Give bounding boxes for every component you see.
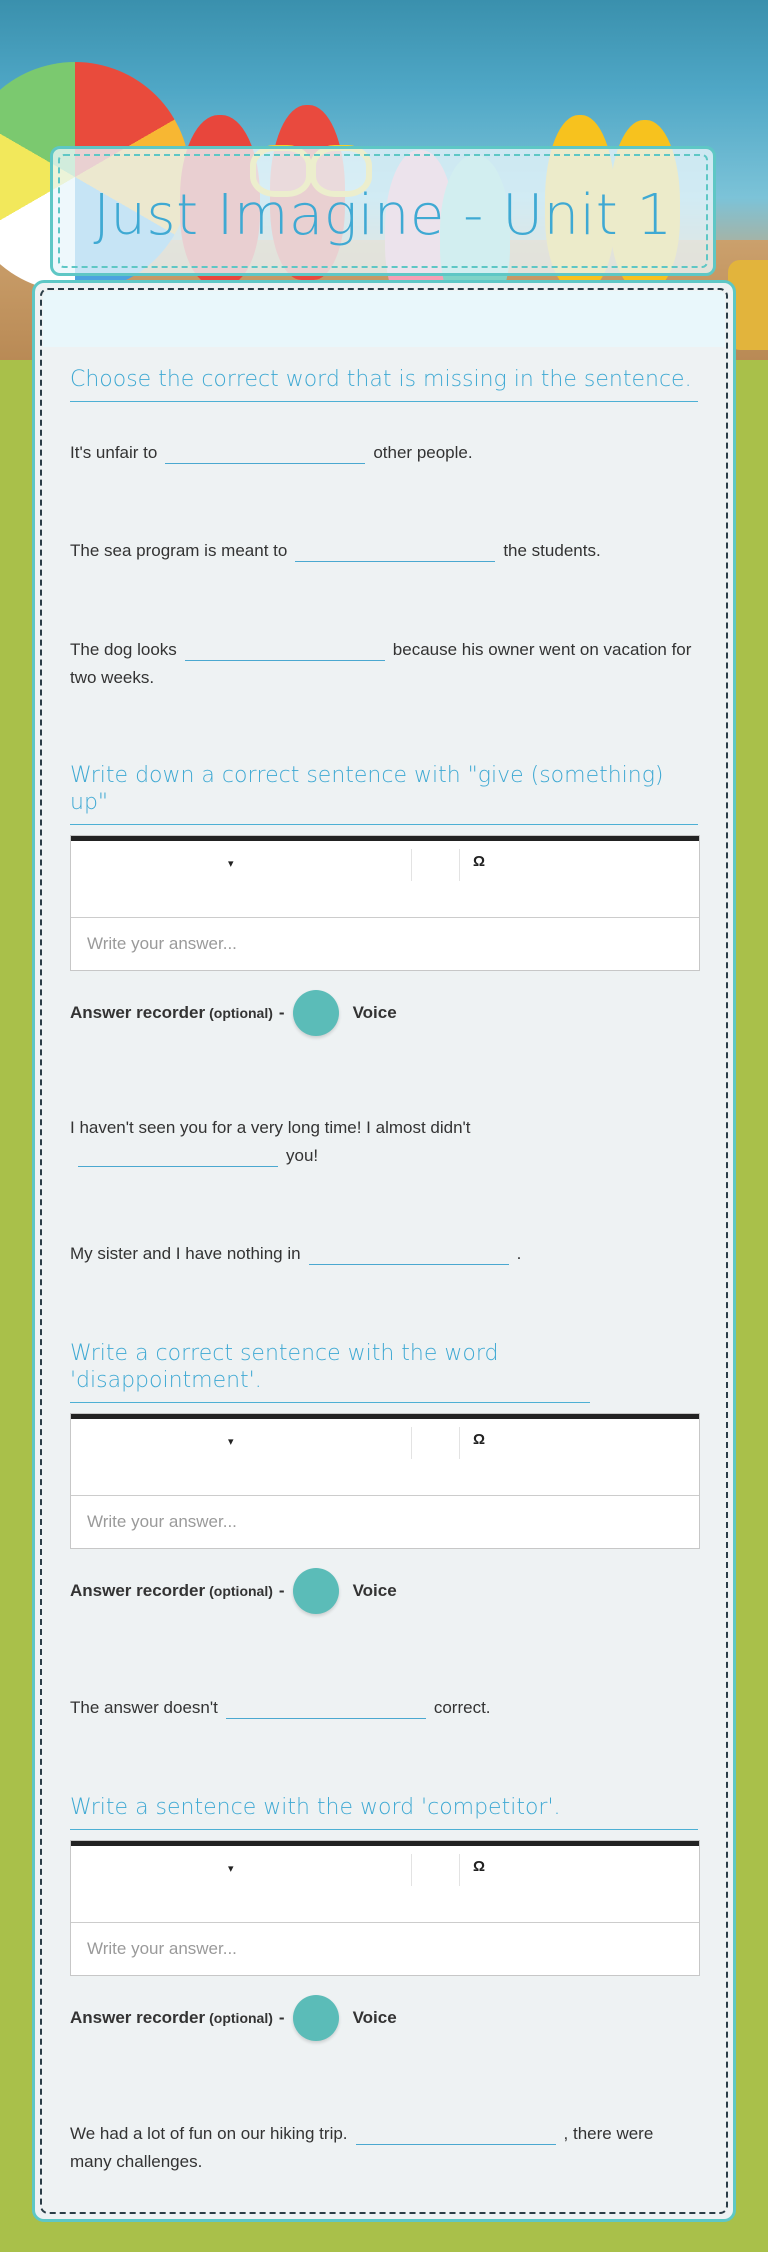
editor-toolbar [71, 1841, 699, 1923]
recorder-optional-label: (optional) [209, 1005, 273, 1021]
editor-toolbar [71, 1414, 699, 1496]
recorder-dash: - [278, 1003, 285, 1022]
voice-label: Voice [352, 1003, 397, 1022]
toolbar-divider [459, 1854, 460, 1886]
answer-input[interactable]: Write your answer... [87, 1512, 237, 1531]
page-title: Just Imagine - Unit 1 [93, 183, 673, 248]
caret-down-icon[interactable]: ▾ [228, 1863, 234, 1875]
fill-in-sentence [70, 537, 698, 565]
section-title: Write a correct sentence with the word 'disappointment'. [70, 1340, 590, 1403]
fill-in-sentence [70, 636, 698, 692]
omega-icon[interactable]: Ω [473, 853, 486, 870]
blank-input[interactable] [309, 1244, 509, 1265]
fill-in-sentence [70, 439, 698, 467]
toolbar-divider [459, 849, 460, 881]
section-title: Write a sentence with the word 'competitor'. [70, 1794, 698, 1830]
section-heading [70, 1340, 698, 1403]
record-voice-button[interactable] [293, 990, 339, 1036]
toolbar-divider [411, 1427, 412, 1459]
sentence-text: We had a lot of fun on our hiking trip. [70, 2124, 348, 2143]
answer-input[interactable]: Write your answer... [87, 1939, 237, 1958]
toolbar-divider [411, 1854, 412, 1886]
recorder-dash: - [278, 1581, 285, 1600]
sentence-text: The dog looks [70, 640, 177, 659]
fill-in-sentence [70, 1240, 698, 1268]
recorder-optional-label: (optional) [209, 1583, 273, 1599]
voice-label: Voice [352, 2008, 397, 2027]
blank-input[interactable] [356, 2124, 556, 2145]
record-voice-button[interactable] [293, 1995, 339, 2041]
sentence-text: you! [286, 1146, 319, 1165]
blank-input[interactable] [185, 640, 385, 661]
recorder-label: Answer recorder [70, 2008, 206, 2027]
sentence-text: , there were many challenges. [70, 2124, 654, 2171]
record-voice-button[interactable] [293, 1568, 339, 1614]
section-title: Write down a correct sentence with "give (something) up" [70, 762, 698, 825]
fill-in-sentence [70, 1114, 540, 1170]
recorder-label: Answer recorder [70, 1581, 206, 1600]
section-heading [70, 366, 698, 402]
caret-down-icon[interactable]: ▾ [228, 1436, 234, 1448]
section-title: Choose the correct word that is missing in the sentence. [70, 366, 698, 402]
card-top-strip [43, 291, 725, 347]
section-heading [70, 762, 698, 825]
toolbar-divider [459, 1427, 460, 1459]
sentence-text: other people. [373, 443, 473, 462]
fill-in-sentence [70, 1694, 698, 1722]
fill-in-sentence [70, 2120, 698, 2176]
sentence-text: The answer doesn't [70, 1698, 218, 1717]
sentence-text: My sister and I have nothing in [70, 1244, 301, 1263]
answer-recorder [70, 1568, 397, 1614]
caret-down-icon[interactable]: ▾ [228, 858, 234, 870]
answer-input[interactable]: Write your answer... [87, 934, 237, 953]
omega-icon[interactable]: Ω [473, 1858, 486, 1875]
sentence-text: . [516, 1244, 522, 1263]
rich-text-editor [70, 1840, 700, 1976]
blank-input[interactable] [295, 541, 495, 562]
blank-input[interactable] [78, 1146, 278, 1167]
sentence-text: The sea program is meant to [70, 541, 288, 560]
sentence-text: because his owner went on vacation for two weeks. [70, 640, 692, 687]
recorder-optional-label: (optional) [209, 2010, 273, 2026]
rich-text-editor [70, 1413, 700, 1549]
editor-toolbar [71, 836, 699, 918]
toolbar-divider [411, 849, 412, 881]
blank-input[interactable] [165, 443, 365, 464]
sentence-text: It's unfair to [70, 443, 158, 462]
sentence-text: the students. [503, 541, 601, 560]
section-heading [70, 1794, 698, 1830]
sentence-text: correct. [433, 1698, 491, 1717]
voice-label: Voice [352, 1581, 397, 1600]
title-panel [50, 146, 716, 276]
omega-icon[interactable]: Ω [473, 1431, 486, 1448]
answer-recorder [70, 990, 397, 1036]
recorder-dash: - [278, 2008, 285, 2027]
blank-input[interactable] [226, 1698, 426, 1719]
rich-text-editor [70, 835, 700, 971]
recorder-label: Answer recorder [70, 1003, 206, 1022]
sentence-text: I haven't seen you for a very long time! I almost didn't [70, 1118, 471, 1137]
answer-recorder [70, 1995, 397, 2041]
